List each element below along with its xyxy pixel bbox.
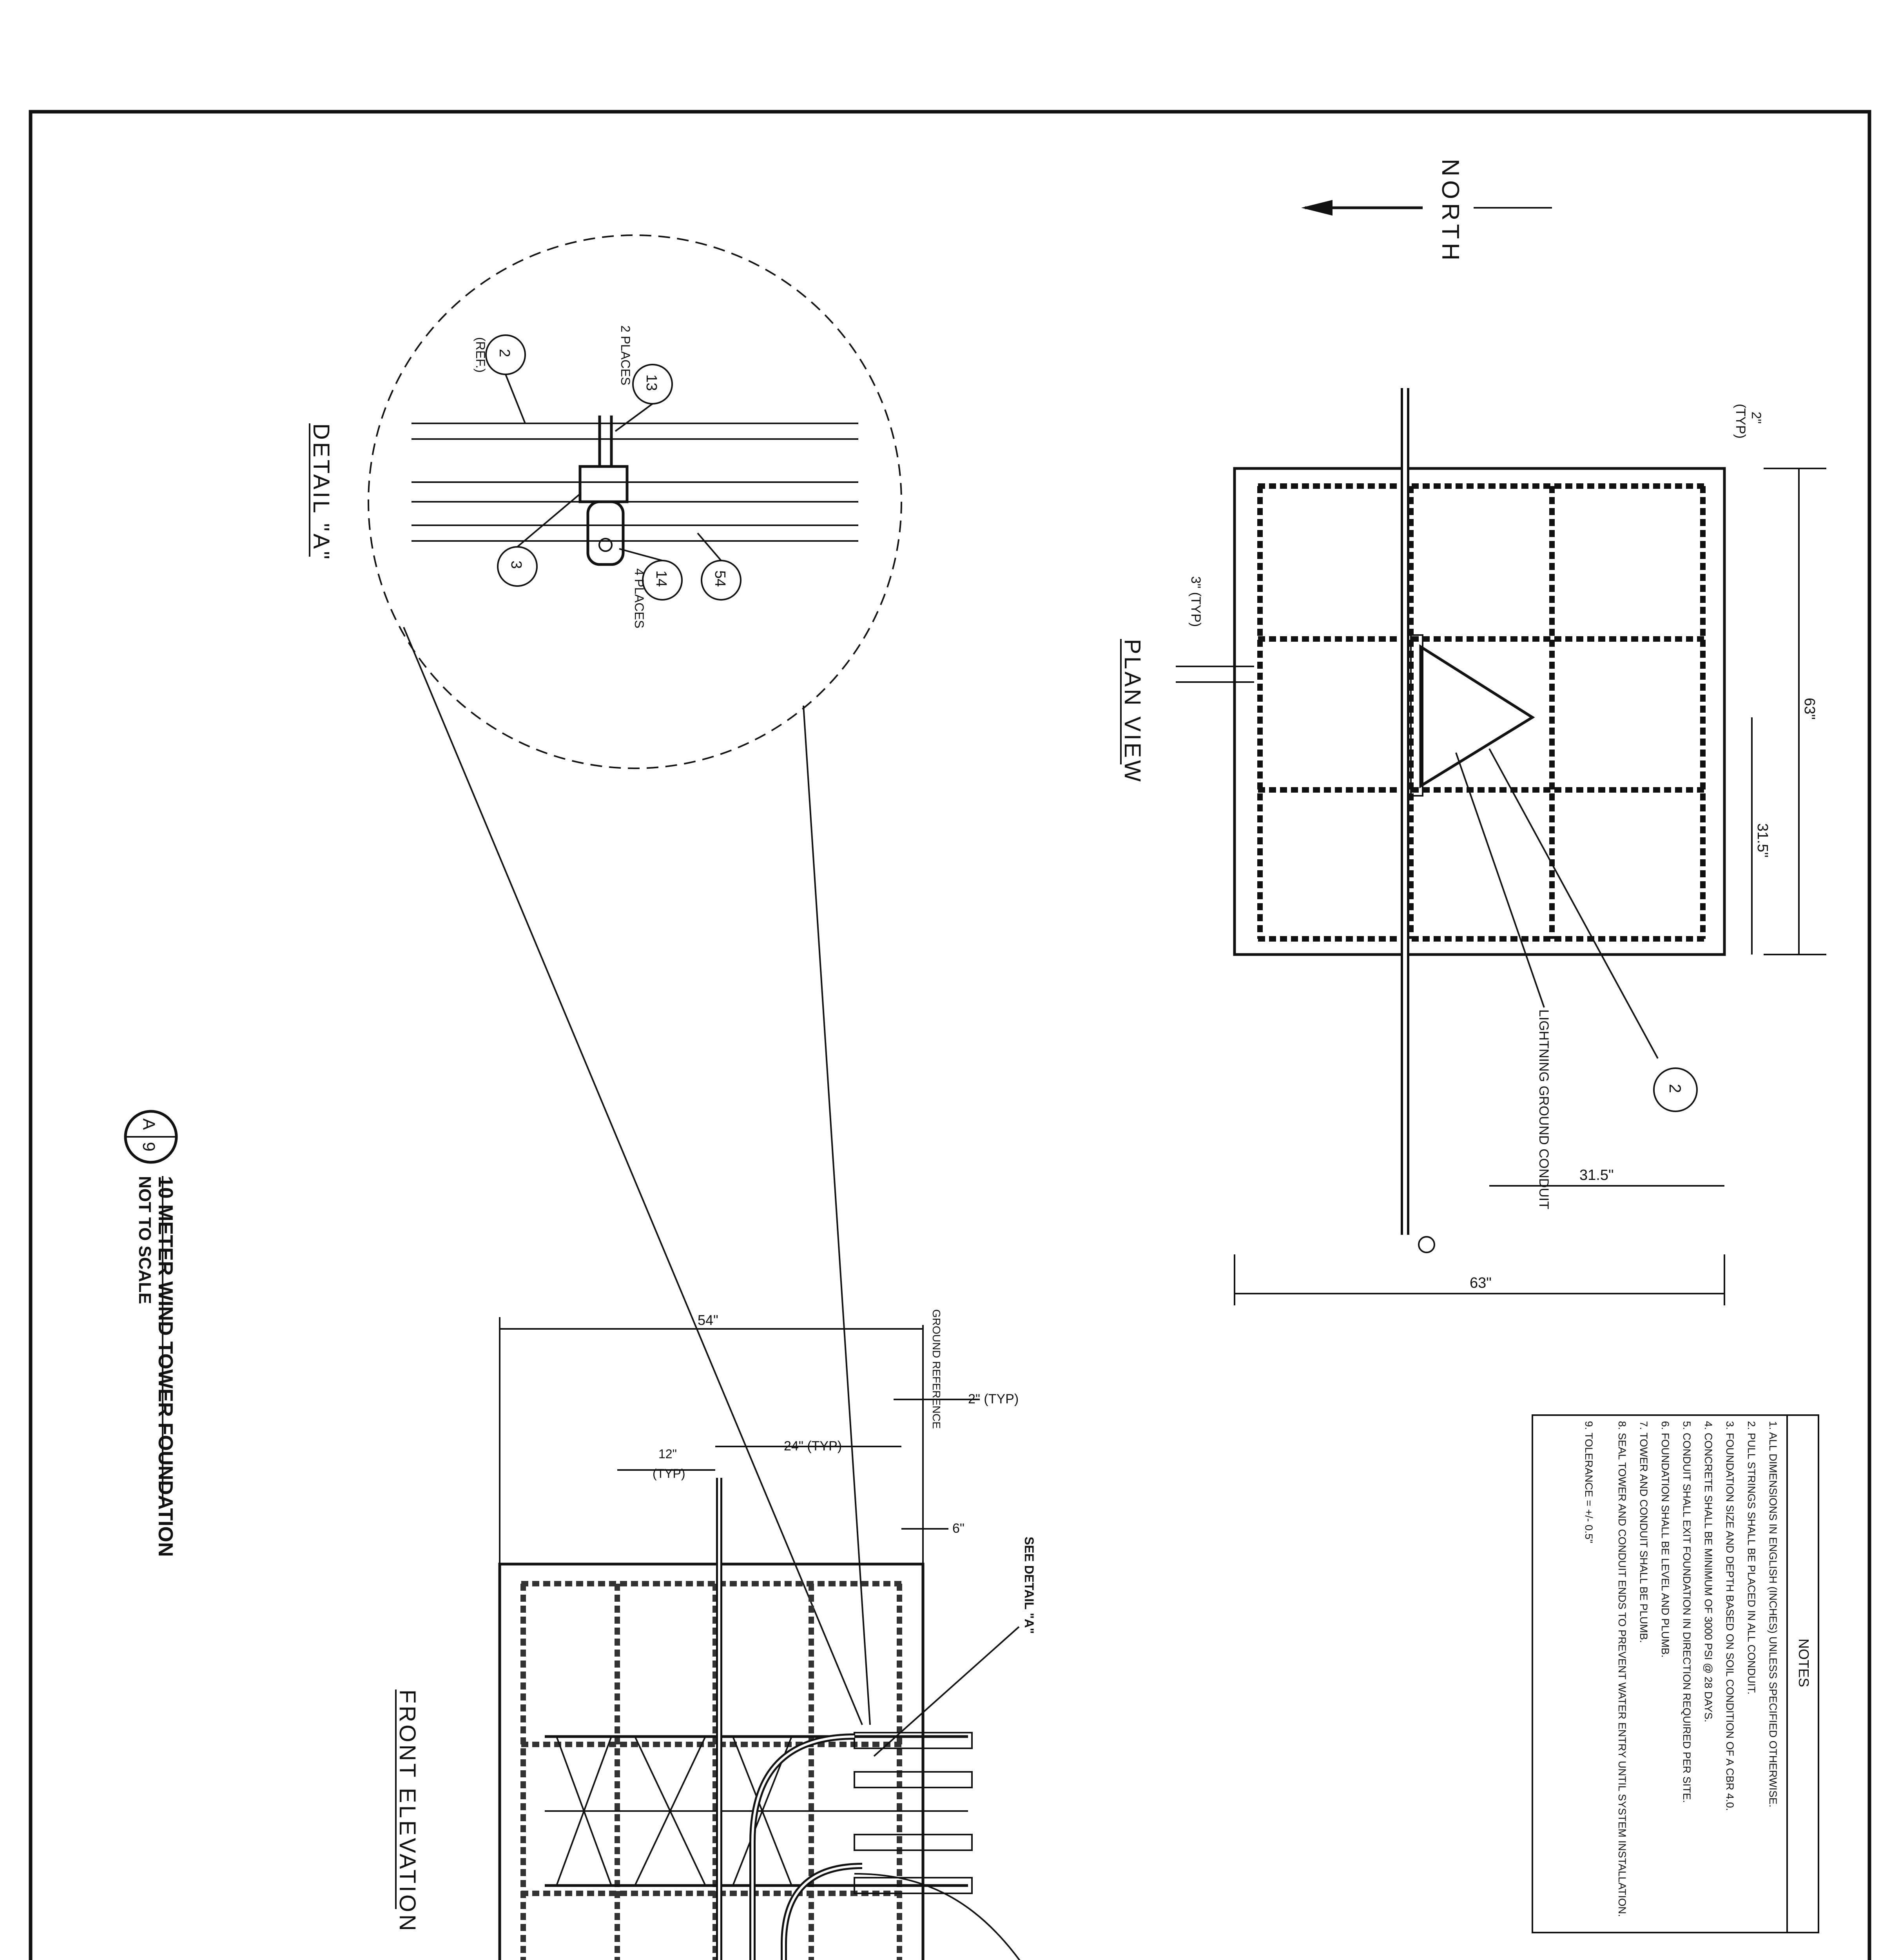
plan-dim-right-31: 31.5" [1754,823,1771,858]
plan-dim-2-typ: (TYP) [1733,404,1748,439]
notes-box [1532,1415,1818,1933]
elev-dim-12-typ: (TYP) [653,1466,685,1481]
elev-dim-54: 54" [698,1312,718,1328]
front-elevation-title: FRONT ELEVATION [395,1690,420,1933]
elev-see-detail: SEE DETAIL "A" [1022,1537,1036,1634]
sheet-border [31,112,1869,1960]
detail-two-places: 2 PLACES [618,325,633,385]
lightning-ground-conduit-label: LIGHTNING GROUND CONDUIT [1536,1009,1551,1209]
detail-callout-54: 54 [712,570,728,587]
detail-callout-13: 13 [643,374,660,391]
note-6: 6. FOUNDATION SHALL BE LEVEL AND PLUMB. [1659,1421,1671,1658]
note-1: 1. ALL DIMENSIONS IN ENGLISH (INCHES) UNLESS SPECIFIED OTHERWISE. [1767,1421,1779,1808]
front-elevation [395,1309,1166,1960]
note-3: 3. FOUNDATION SIZE AND DEPTH BASED ON SOIL CONDITION OF A CBR 4.0. [1724,1421,1736,1811]
plan-dim-3-typ: 3" (TYP) [1188,576,1203,627]
title-callout-sheet: 9 [139,1142,158,1152]
main-drawing-title: 10 METER WIND TOWER FOUNDATION [154,1176,177,1557]
note-2: 2. PULL STRINGS SHALL BE PLACED IN ALL CONDUIT. [1746,1421,1757,1695]
detail-a [308,235,901,1725]
detail-callout-2: 2 [496,349,513,358]
detail-four-places: 4 PLACES [632,568,646,628]
plan-dim-bottom-63: 63" [1470,1275,1492,1291]
detail-callout-3: 3 [508,561,524,569]
north-label: NORTH [1437,159,1464,265]
detail-ref: (REF.) [473,337,488,373]
note-9: 9. TOLERANCE = +/- 0.5" [1583,1421,1595,1543]
plan-view [1120,388,1826,1305]
elev-dim-6: 6" [952,1521,965,1536]
drawing-title [125,1111,177,1557]
detail-a-title: DETAIL "A" [308,423,334,562]
elev-dim-12: 12" [658,1447,677,1461]
plan-dim-bottom-31: 31.5" [1579,1167,1614,1183]
note-4: 4. CONCRETE SHALL BE MINIMUM OF 3000 PSI @ 28 DAYS. [1702,1421,1714,1722]
elev-dim-2-typ: 2" (TYP) [968,1392,1019,1406]
plan-dim-right-63: 63" [1801,698,1818,720]
plan-callout-2: 2 [1666,1084,1684,1093]
north-arrow [1301,159,1552,264]
notes-title: NOTES [1796,1639,1812,1688]
note-8: 8. SEAL TOWER AND CONDUIT ENDS TO PREVENT WATER ENTRY UNTIL SYSTEM INSTALLATION. [1616,1421,1628,1917]
elev-ground-reference: GROUND REFERENCE [930,1309,943,1429]
detail-callout-14: 14 [653,570,669,587]
note-5: 5. CONDUIT SHALL EXIT FOUNDATION IN DIRECTION REQUIRED PER SITE. [1681,1421,1693,1803]
main-drawing-scale: NOT TO SCALE [135,1176,154,1304]
title-callout-letter: A [139,1118,158,1130]
plan-view-title: PLAN VIEW [1120,639,1145,784]
plan-dim-2: 2" [1749,412,1764,424]
note-7: 7. TOWER AND CONDUIT SHALL BE PLUMB. [1638,1421,1650,1643]
elev-dim-24-typ: 24" (TYP) [784,1439,842,1454]
